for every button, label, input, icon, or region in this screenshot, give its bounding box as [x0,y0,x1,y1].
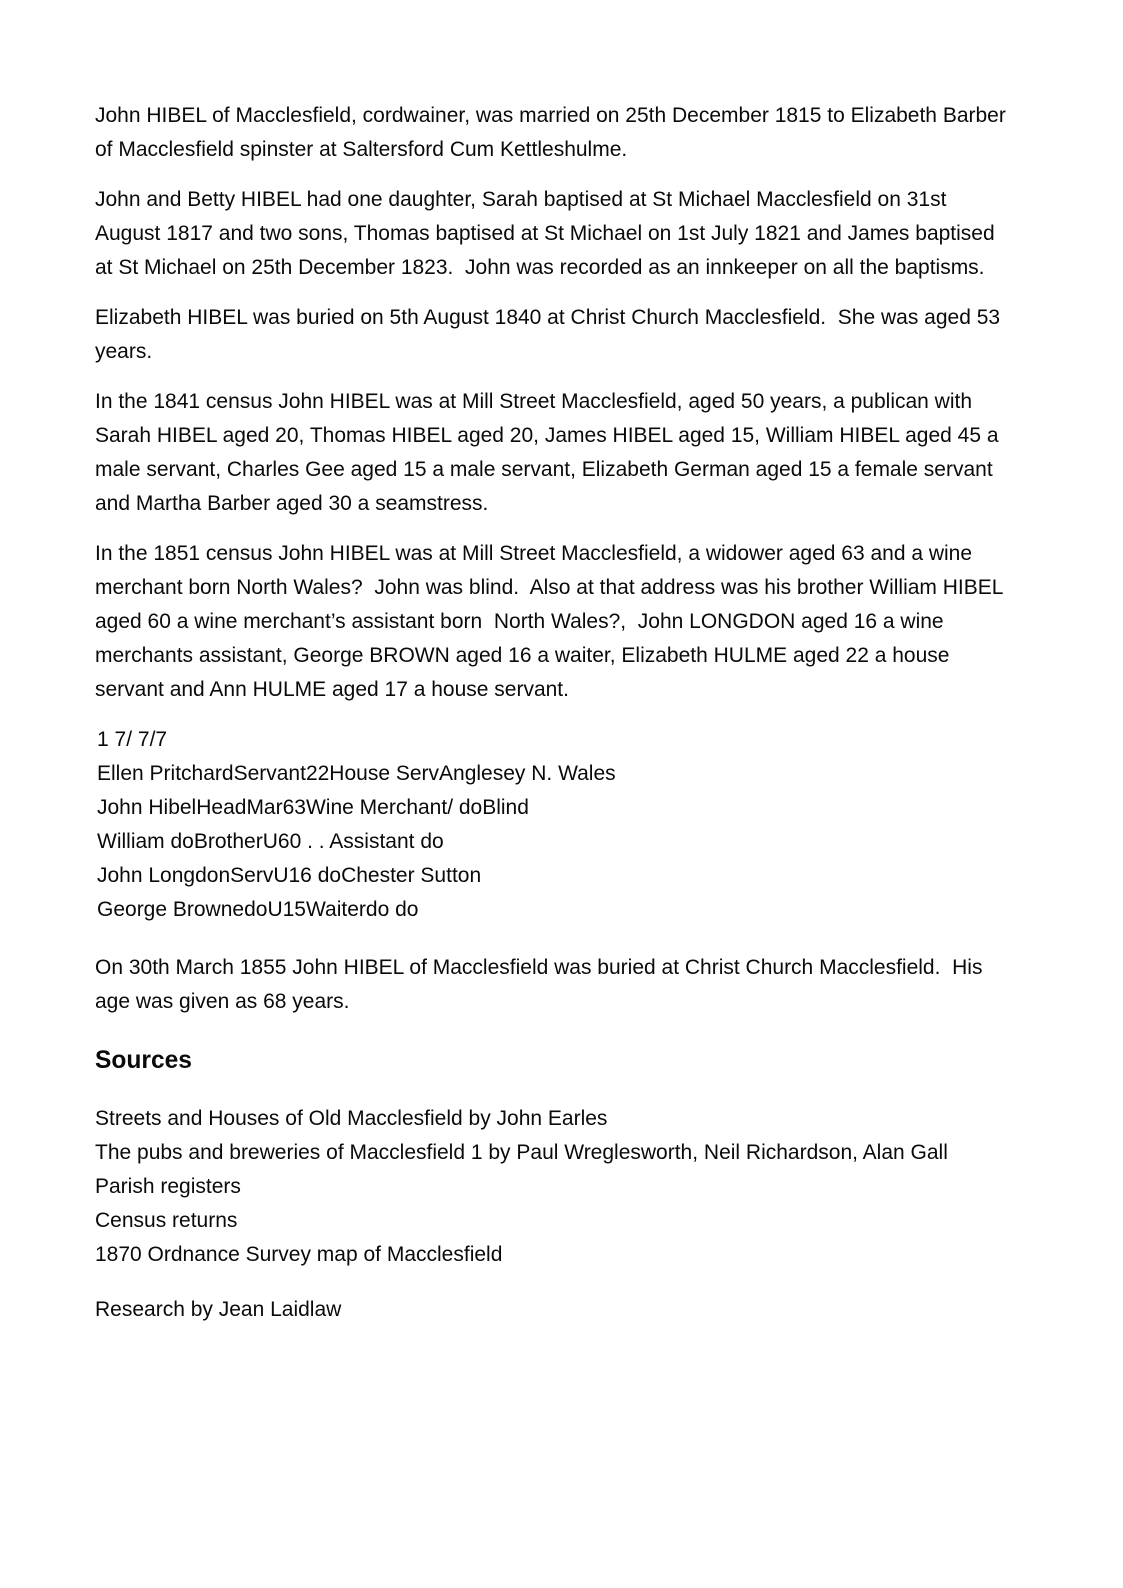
paragraph-1851-census: In the 1851 census John HIBEL was at Mill Street Macclesfield, a widower aged 63 and a wine merchant born North Wales? John was blind. Also at that address was his brother William HIBEL aged 60 a wine merchant’s assistant born North Wales?, John LONGDON aged 16 a wine merchants assistant, George BROWN aged 16 a waiter, Elizabeth HULME aged 22 a house servant and Ann HULME aged 17 a house servant. [95,542,1009,701]
paragraph-1841-census: In the 1841 census John HIBEL was at Mill Street Macclesfield, aged 50 years, a publican with Sarah HIBEL aged 20, Thomas HIBEL aged 20, James HIBEL aged 15, William HIBEL aged 45 a male servant, Charles Gee aged 15 a male servant, Elizabeth German aged 15 a female servant and Martha Barber aged 30 a seamstress. [95,390,1005,515]
paragraph-children: John and Betty HIBEL had one daughter, Sarah baptised at St Michael Macclesfield on 31st August 1817 and two sons, Thomas baptised at St Michael on 1st July 1821 and James baptised at St Michael on 25th December 1823. John was recorded as an innkeeper on all the baptisms. [95,188,1001,279]
census-cell-occupation: . . Assistant [301,830,415,853]
census-cell-relation: Serv [230,864,274,887]
paragraph-john-burial: On 30th March 1855 John HIBEL of Macclesfield was buried at Christ Church Macclesfield. His age was given as 68 years. [95,956,989,1013]
census-row [97,859,997,893]
census-row [97,757,997,791]
census-cell-birthplace: / do [447,796,483,819]
census-cell-name: George Browne [97,898,245,921]
census-cell-condition: U [273,864,289,887]
census-cell-name: Ellen Pritchard [97,762,234,785]
census-cell-birthplace: Chester Sutton [341,864,482,887]
scan-fragment: 7/7 [137,728,168,751]
census-cell-occupation: Waiter [305,898,366,921]
census-cell-relation: Servant [233,762,306,785]
census-cell-occupation: Wine Merchant [305,796,448,819]
paragraph-elizabeth-burial: Elizabeth HIBEL was buried on 5th August 1840 at Christ Church Macclesfield. She was aged 53 years. [95,306,1006,363]
census-cell-birthplace: do do [365,898,419,921]
census-cell-condition: U [262,830,278,853]
source-item: 1870 Ordnance Survey map of Macclesfield [95,1243,503,1267]
census-cell-condition: U [267,898,283,921]
source-item: Census returns [95,1209,238,1233]
census-cell-name: John Hibel [97,796,197,819]
scan-fragment: 1 [97,728,109,751]
census-cell-relation: Head [196,796,247,819]
census-cell-name: John Longdon [97,864,231,887]
census-cell-age_m: 16 [288,864,312,887]
census-cell-relation: Brother [193,830,263,853]
census-cell-birthplace: do [414,830,444,853]
sources-heading: Sources [95,1046,192,1074]
census-cell-occupation: House Serv [329,762,440,785]
census-cell-relation: do [244,898,268,921]
census-cell-age_m: 15 [282,898,306,921]
census-row [97,825,997,859]
census-cell-condition: Mar [246,796,283,819]
paragraph-marriage: John HIBEL of Macclesfield, cordwainer, was married on 25th December 1815 to Elizabeth Barber of Macclesfield spinster at Saltersford Cum Kettleshulme. [95,104,1012,161]
scan-fragment: 7/ [114,728,133,751]
census-cell-occupation: do [311,864,342,887]
census-row [97,791,997,825]
census-cell-age_m: 60 [277,830,302,853]
census-cell-age_f: 22 [305,762,330,785]
credit-line: Research by Jean Laidlaw [95,1298,342,1322]
census-cell-name: William do [97,830,194,853]
census-row [97,893,997,925]
source-item: Streets and Houses of Old Macclesfield by John Earles [95,1107,608,1131]
census-cell-age_m: 63 [282,796,306,819]
census-cell-birthplace: Anglesey N. Wales [439,762,616,785]
source-item: The pubs and breweries of Macclesfield 1 by Paul Wreglesworth, Neil Richardson, Alan Gall [95,1141,948,1165]
census-cell-note: Blind [482,796,529,819]
source-item: Parish registers [95,1175,241,1199]
census-scan-image [97,723,997,925]
census-rows [97,757,997,925]
